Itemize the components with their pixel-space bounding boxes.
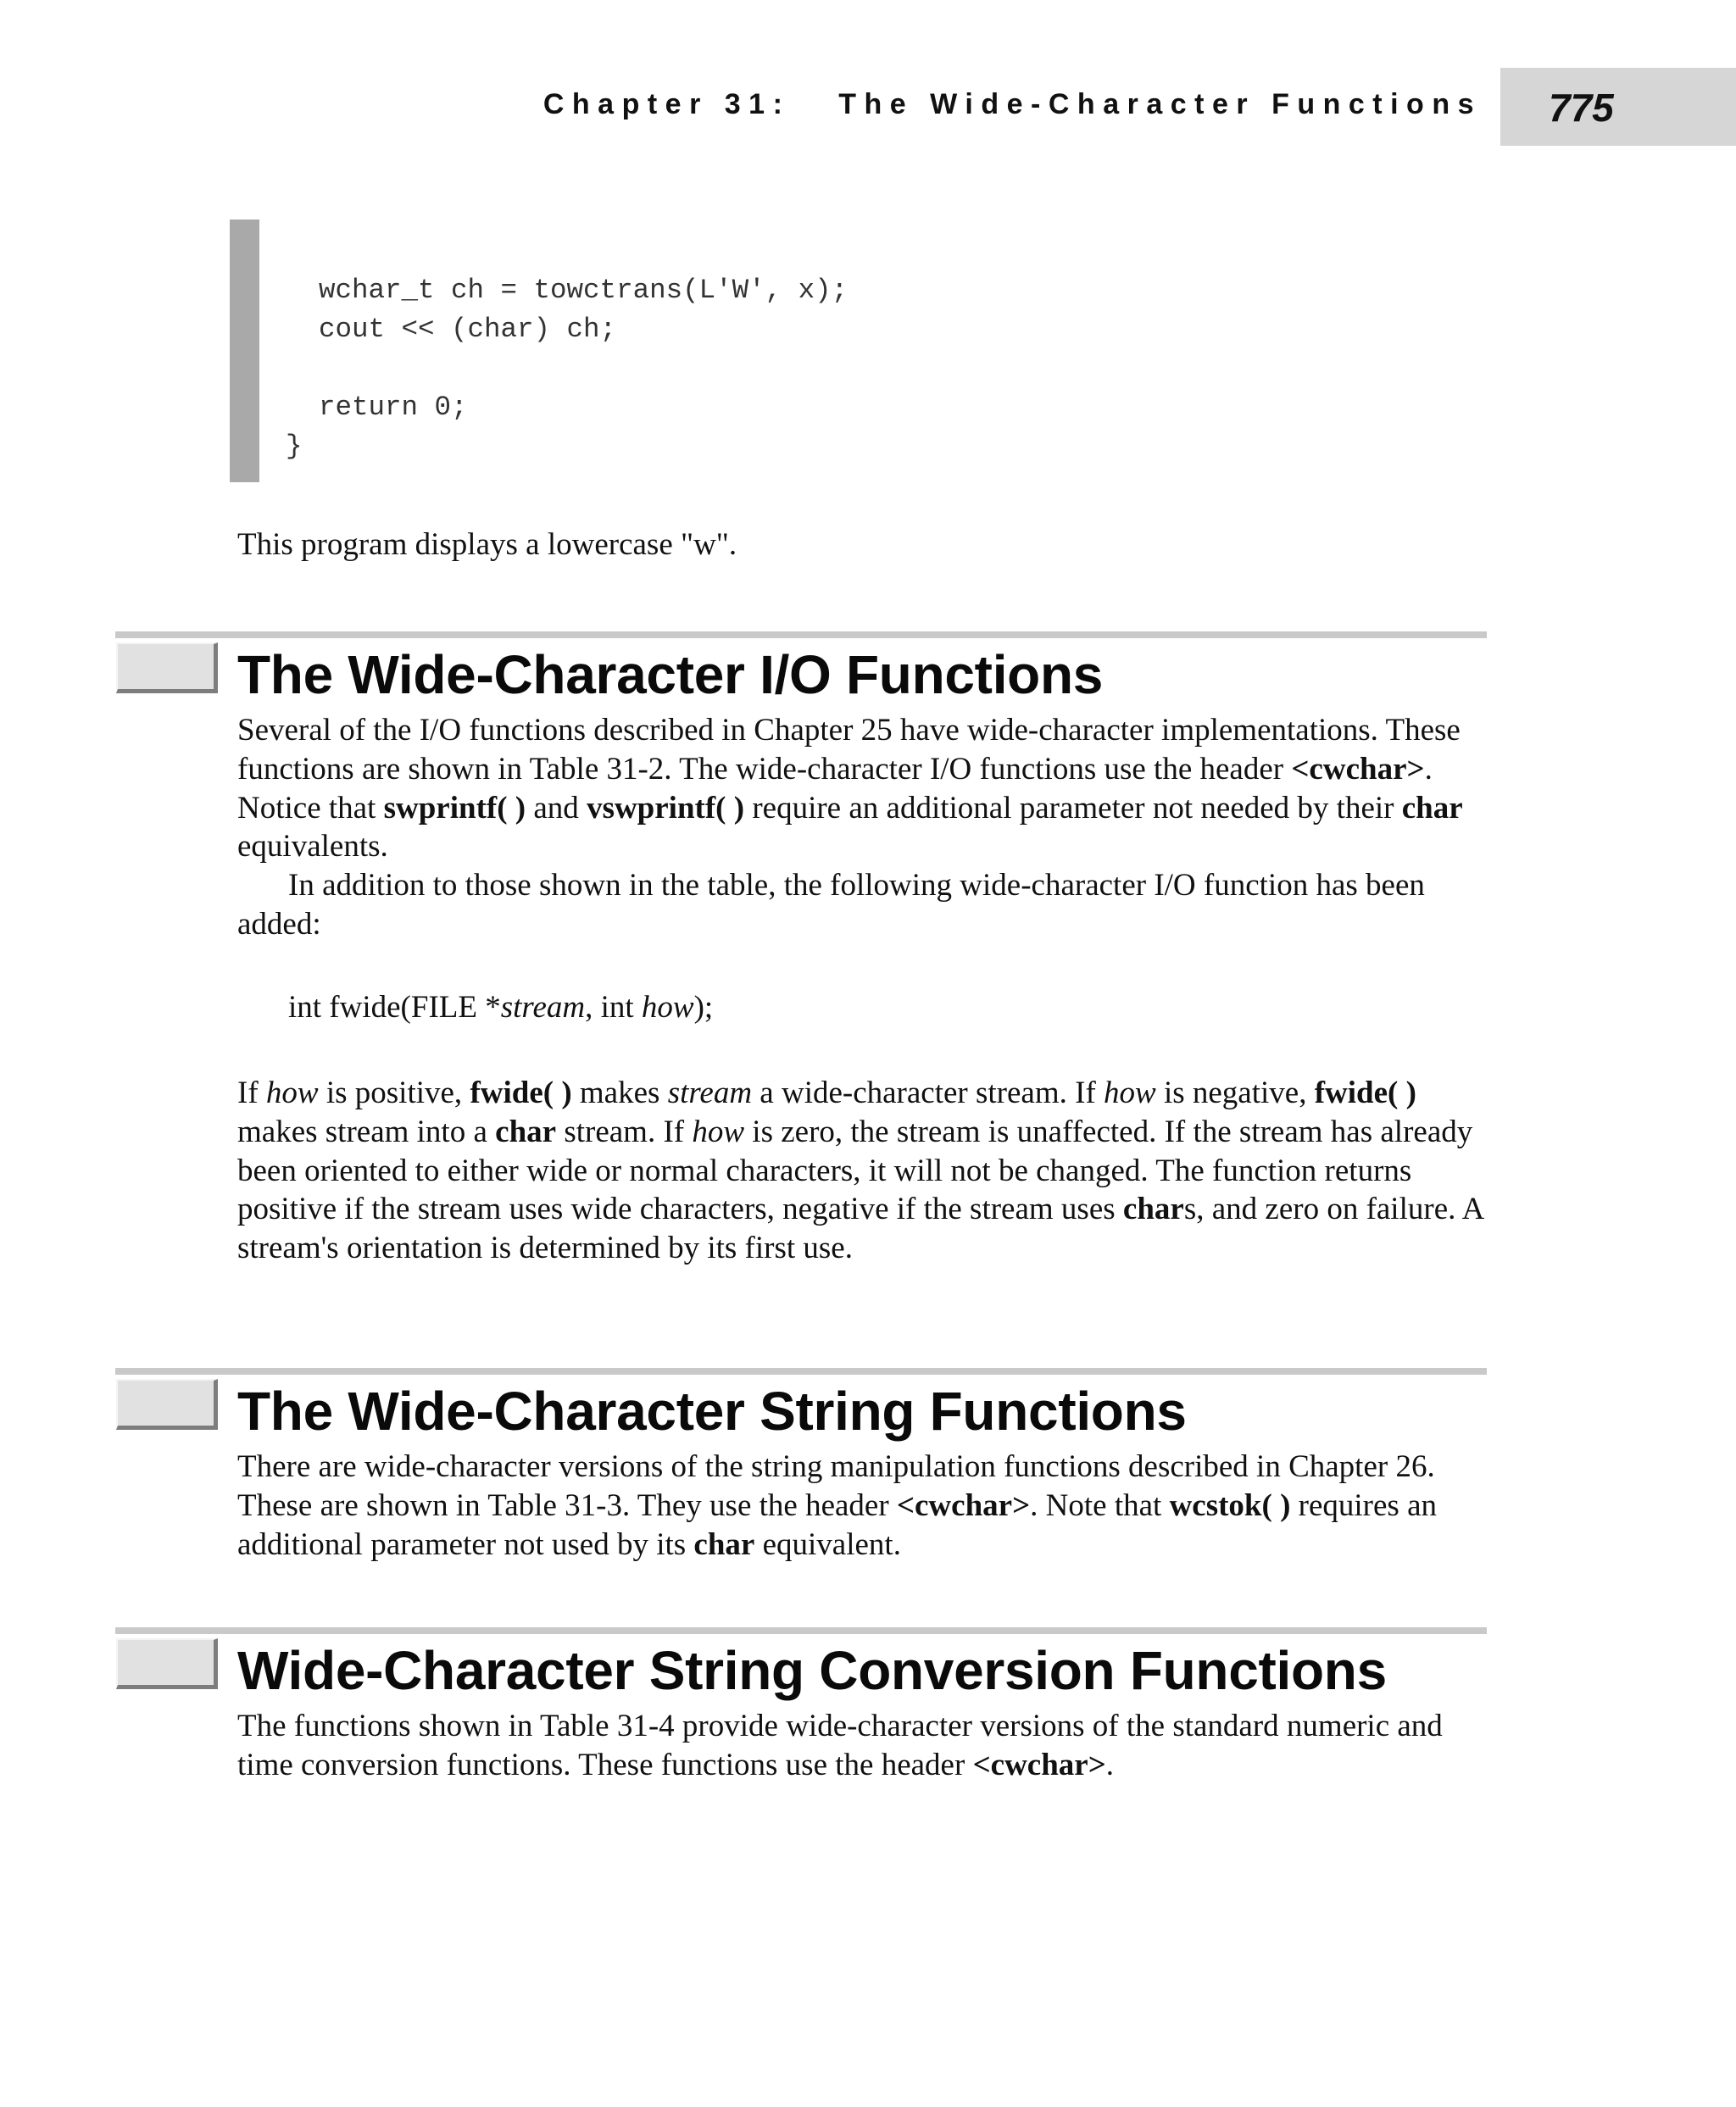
section-rule-string [115, 1368, 1487, 1375]
page-number: 775 [1549, 86, 1614, 130]
code-margin-bar [230, 220, 259, 482]
section-marker-string [116, 1379, 218, 1430]
code-listing: wchar_t ch = towctrans(L'W', x); cout << (char) ch; return 0; } [286, 275, 849, 462]
string-paragraph: There are wide-character versions of the string manipulation functions described in Chapter 26. These are shown in Table 31-3. They use the header <cwchar>. Note that wcstok( ) requires an additional parameter not used by its char equivalent. [237, 1449, 1437, 1562]
section-marker-io [116, 642, 218, 693]
section-rule-io [115, 631, 1487, 638]
section-rule-conversion [115, 1627, 1487, 1634]
section-marker-conversion [116, 1638, 218, 1689]
section-title-io: The Wide-Character I/O Functions [237, 644, 1104, 705]
section-title-conversion: Wide-Character String Conversion Functions [237, 1640, 1387, 1701]
fwide-prototype: int fwide(FILE *stream, int how); [288, 990, 714, 1025]
section-title-string: The Wide-Character String Functions [237, 1381, 1187, 1442]
page-number-tab [1500, 68, 1736, 146]
intro-paragraph: This program displays a lowercase "w". [237, 527, 737, 562]
io-paragraph-2: In addition to those shown in the table, the following wide-character I/O function has been added: [237, 868, 1425, 942]
io-paragraph-1: Several of the I/O functions described in Chapter 25 have wide-character implementations. These functions are shown in Table 31-2. The wide-character I/O functions use the header <cwchar>. Notice that swprintf( ) and vswprintf( ) require an additional parameter not needed by their char equivalents. [237, 713, 1463, 864]
running-head: Chapter 31: The Wide-Character Functions [542, 88, 1482, 120]
conversion-paragraph: The functions shown in Table 31-4 provide wide-character versions of the standard numeric and time conversion functions. These functions use the header <cwchar>. [237, 1709, 1443, 1782]
io-paragraph-3: If how is positive, fwide( ) makes stream a wide-character stream. If how is negative, fwide( ) makes stream into a char stream. If how is zero, the stream is unaffected. If the stream has already been oriented to either wide or normal characters, it will not be changed. The function returns positive if the stream uses wide characters, negative if the stream uses chars, and zero on failure. A stream's orientation is determined by its first use. [237, 1076, 1483, 1266]
